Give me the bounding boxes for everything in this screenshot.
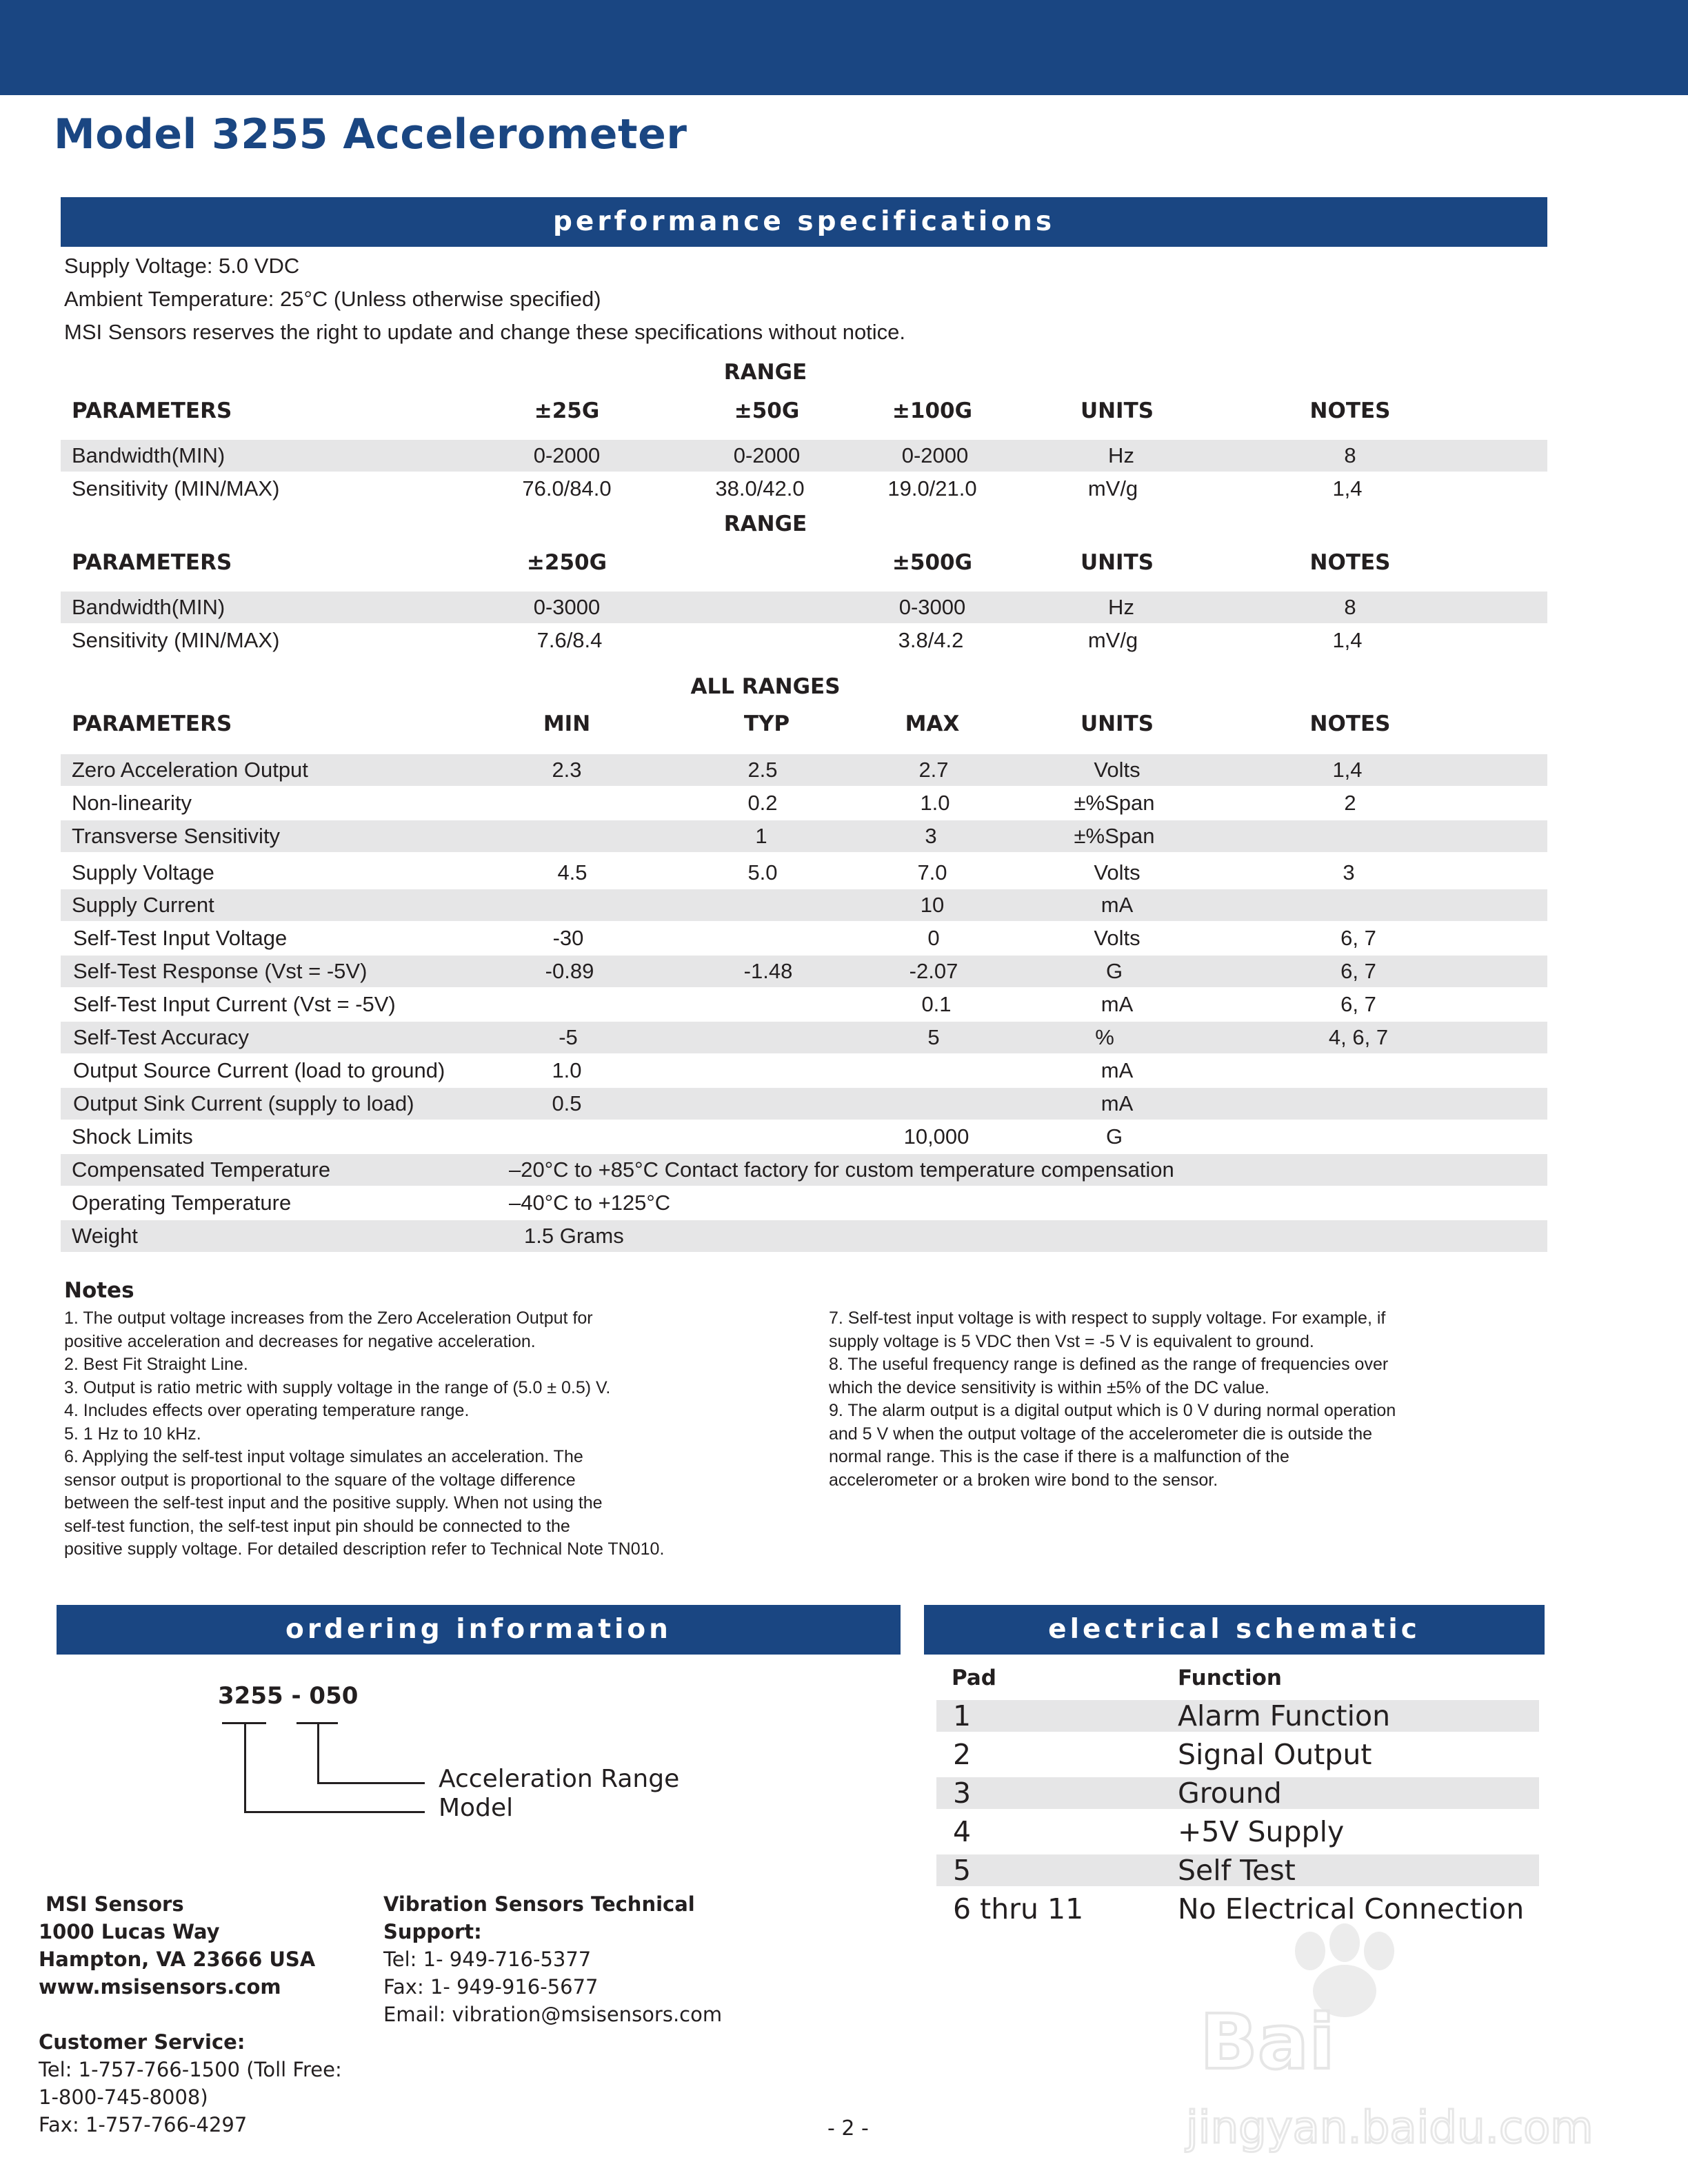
model-label: Model	[439, 1794, 514, 1822]
table2-header-parameters: PARAMETERS	[72, 550, 232, 575]
company-address	[39, 1890, 315, 2001]
note-line: 3. Output is ratio metric with supply voltage in the range of (5.0 ± 0.5) V.	[64, 1377, 611, 1397]
tech-support-fax: Fax: 1- 949-916-5677	[383, 1975, 599, 1999]
table2-row-bg	[61, 592, 1547, 623]
table3-r12-param: Shock Limits	[72, 1124, 193, 1149]
note-line: positive supply voltage. For detailed description refer to Technical Note TN010.	[64, 1539, 665, 1559]
model-leader-horizontal	[244, 1811, 425, 1813]
pad-column-header: Pad	[952, 1666, 996, 1690]
pad-function: Self Test	[1178, 1854, 1296, 1887]
table3-r9-max: 5	[927, 1025, 940, 1049]
pad-number: 2	[953, 1738, 972, 1771]
table3-r8-notes: 6, 7	[1340, 992, 1376, 1016]
table1-header-parameters: PARAMETERS	[72, 398, 232, 423]
street-address: 1000 Lucas Way	[39, 1920, 220, 1943]
table3-r2-typ: 0.2	[747, 791, 778, 815]
table3-compensated-temp-value: –20°C to +85°C Contact factory for custom temperature compensation	[509, 1157, 1174, 1182]
table3-r5-units: mA	[1101, 893, 1134, 917]
pad-number: 5	[953, 1854, 972, 1887]
table3-r6-notes: 6, 7	[1340, 926, 1376, 950]
table3-operating-temp-param: Operating Temperature	[72, 1191, 292, 1215]
table3-r12-max: 10,000	[903, 1124, 969, 1149]
table3-header-max: MAX	[905, 711, 960, 736]
table3-header-parameters: PARAMETERS	[72, 711, 232, 736]
pad-number: 4	[953, 1815, 972, 1848]
notes-heading: Notes	[64, 1278, 134, 1303]
note-line: between the self-test input and the positive supply. When not using the	[64, 1493, 603, 1513]
table3-r10-units: mA	[1101, 1058, 1134, 1082]
pad-function: +5V Supply	[1178, 1815, 1345, 1848]
table3-r3-max: 3	[925, 824, 937, 848]
pad-function: Signal Output	[1178, 1738, 1372, 1771]
pad-function: Ground	[1178, 1777, 1282, 1810]
note-line: supply voltage is 5 VDC then Vst = -5 V is equivalent to ground.	[829, 1331, 1314, 1351]
table3-row-bg	[61, 889, 1547, 921]
table3-r4-notes: 3	[1343, 860, 1355, 884]
page-title: Model 3255 Accelerometer	[54, 110, 687, 159]
table1-r1-c3: 0-2000	[901, 443, 969, 467]
pad-number: 6 thru 11	[953, 1892, 1084, 1925]
tech-support-heading: Vibration Sensors Technical	[383, 1892, 695, 1916]
note-line: 4. Includes effects over operating temperature range.	[64, 1401, 470, 1420]
table3-row-bg	[61, 1022, 1547, 1053]
table3-r4-max: 7.0	[917, 860, 947, 884]
intro-ambient-temperature: Ambient Temperature: 25°C (Unless otherwise specified)	[64, 287, 601, 311]
table3-header-typ: TYP	[743, 711, 790, 736]
customer-service-tollfree: 1-800-745-8008)	[39, 2085, 208, 2109]
table1-r1-c2: 0-2000	[733, 443, 801, 467]
table3-operating-temp-value: –40°C to +125°C	[509, 1191, 671, 1215]
table3-header-units: UNITS	[1080, 711, 1154, 736]
table3-r7-min: -0.89	[545, 959, 594, 983]
table3-r12-units: G	[1105, 1124, 1123, 1149]
table3-r11-param: Output Sink Current (supply to load)	[73, 1091, 414, 1115]
table3-r6-min: -30	[552, 926, 584, 950]
table1-header-col2: ±50G	[734, 398, 800, 423]
note-line: 6. Applying the self-test input voltage simulates an acceleration. The	[64, 1447, 583, 1466]
table3-r1-min: 2.3	[552, 758, 582, 782]
table1-row-bg	[61, 440, 1547, 472]
table3-r8-param: Self-Test Input Current (Vst = -5V)	[73, 992, 396, 1016]
table2-r1-param: Bandwidth(MIN)	[72, 595, 225, 619]
note-line: positive acceleration and decreases for negative acceleration.	[64, 1331, 536, 1351]
table3-header-notes: NOTES	[1309, 711, 1391, 736]
tech-support-email[interactable]: Email: vibration@msisensors.com	[383, 2003, 723, 2026]
pad-number: 1	[953, 1699, 972, 1732]
note-line: 8. The useful frequency range is defined as the range of frequencies over	[829, 1355, 1389, 1374]
table2-r2-units: mV/g	[1087, 628, 1138, 652]
pad-function: Alarm Function	[1178, 1699, 1391, 1732]
table2-r2-notes: 1,4	[1332, 628, 1363, 652]
city-address: Hampton, VA 23666 USA	[39, 1948, 316, 1971]
table3-r3-typ: 1	[755, 824, 767, 848]
tech-support-tel: Tel: 1- 949-716-5377	[383, 1948, 592, 1971]
table3-range-label: ALL RANGES	[690, 674, 841, 699]
table3-header-min: MIN	[543, 711, 591, 736]
table3-r7-units: G	[1105, 959, 1123, 983]
table3-r2-notes: 2	[1344, 791, 1356, 815]
acceleration-range-label: Acceleration Range	[439, 1765, 680, 1793]
table1-r2-units: mV/g	[1087, 476, 1138, 501]
table1-header-notes: NOTES	[1309, 398, 1391, 423]
note-line: self-test function, the self-test input pin should be connected to the	[64, 1516, 570, 1536]
table3-r1-param: Zero Acceleration Output	[72, 758, 308, 782]
table3-r7-notes: 6, 7	[1340, 959, 1376, 983]
ordering-information-header: ordering information	[57, 1605, 901, 1655]
table3-r3-param: Transverse Sensitivity	[72, 824, 281, 848]
pad-function: No Electrical Connection	[1178, 1892, 1525, 1925]
table2-r2-param: Sensitivity (MIN/MAX)	[72, 628, 280, 652]
table2-range-label: RANGE	[723, 512, 807, 536]
website-link[interactable]: www.msisensors.com	[39, 1975, 281, 1999]
note-line: 2. Best Fit Straight Line.	[64, 1355, 248, 1374]
table2-header-units: UNITS	[1080, 550, 1154, 575]
table2-r1-units: Hz	[1108, 595, 1134, 619]
table1-r1-c1: 0-2000	[533, 443, 601, 467]
table1-r1-param: Bandwidth(MIN)	[72, 443, 225, 467]
note-line: normal range. This is the case if there is a malfunction of the	[829, 1447, 1289, 1466]
table1-header-col1: ±25G	[534, 398, 600, 423]
pad-number: 3	[953, 1777, 972, 1810]
table1-r2-c3: 19.0/21.0	[887, 476, 977, 501]
table3-r4-min: 4.5	[557, 860, 587, 884]
table3-r10-param: Output Source Current (load to ground)	[73, 1058, 445, 1082]
note-line: 7. Self-test input voltage is with respect to supply voltage. For example, if	[829, 1308, 1386, 1328]
header-bar	[0, 0, 1688, 95]
tech-support	[383, 1890, 722, 2028]
table3-r9-param: Self-Test Accuracy	[73, 1025, 249, 1049]
table1-header-units: UNITS	[1080, 398, 1154, 423]
table3-r5-max: 10	[920, 893, 945, 917]
table3-row-bg	[61, 1220, 1547, 1252]
baidu-watermark	[1172, 1923, 1600, 2158]
table3-compensated-temp-param: Compensated Temperature	[72, 1157, 331, 1182]
notes-right-column	[829, 1307, 1396, 1492]
table3-r1-units: Volts	[1094, 758, 1141, 782]
electrical-schematic-header: electrical schematic	[924, 1605, 1545, 1655]
range-leader-horizontal	[317, 1782, 425, 1784]
table3-r1-notes: 1,4	[1332, 758, 1363, 782]
table3-r6-units: Volts	[1094, 926, 1141, 950]
svg-text:jingyan.baidu.com: jingyan.baidu.com	[1186, 2103, 1594, 2154]
table3-r4-param: Supply Voltage	[72, 860, 214, 884]
customer-service-fax: Fax: 1-757-766-4297	[39, 2113, 248, 2136]
table3-weight-value: 1.5 Grams	[524, 1224, 624, 1248]
table3-row-bg	[61, 820, 1547, 852]
notes-left-column	[64, 1307, 664, 1561]
table1-r2-notes: 1,4	[1332, 476, 1363, 501]
table2-r1-c1: 0-3000	[533, 595, 601, 619]
table3-r4-typ: 5.0	[747, 860, 778, 884]
table1-r2-c2: 38.0/42.0	[715, 476, 805, 501]
table3-r2-units: ±%Span	[1074, 791, 1155, 815]
company-name: MSI Sensors	[46, 1892, 184, 1916]
table3-weight-param: Weight	[72, 1224, 138, 1248]
note-line: 9. The alarm output is a digital output which is 0 V during normal operation	[829, 1401, 1396, 1420]
table1-r2-c1: 76.0/84.0	[522, 476, 612, 501]
note-line: 5. 1 Hz to 10 kHz.	[64, 1424, 201, 1444]
table3-r2-param: Non-linearity	[72, 791, 192, 815]
table3-r1-typ: 2.5	[747, 758, 778, 782]
performance-specifications-header: performance specifications	[61, 197, 1547, 247]
ordering-code: 3255 - 050	[218, 1682, 359, 1710]
table1-r1-units: Hz	[1108, 443, 1134, 467]
page-number: - 2 -	[827, 2116, 869, 2141]
note-line: which the device sensitivity is within ±5% of the DC value.	[829, 1377, 1270, 1397]
table3-r7-max: -2.07	[909, 959, 958, 983]
table1-range-label: RANGE	[723, 360, 807, 385]
table1-r1-notes: 8	[1344, 443, 1356, 467]
table3-r11-units: mA	[1101, 1091, 1134, 1115]
table2-r1-notes: 8	[1344, 595, 1356, 619]
table2-r2-c1: 7.6/8.4	[536, 628, 603, 652]
table2-header-col1: ±250G	[526, 550, 607, 575]
customer-service	[39, 2028, 342, 2138]
table3-r4-units: Volts	[1094, 860, 1141, 884]
table3-r9-units: %	[1095, 1025, 1114, 1049]
intro-supply-voltage: Supply Voltage: 5.0 VDC	[64, 254, 300, 278]
note-line: accelerometer or a broken wire bond to the sensor.	[829, 1470, 1218, 1490]
table2-r2-c3: 3.8/4.2	[898, 628, 964, 652]
table3-r9-min: -5	[559, 1025, 578, 1049]
table3-r1-max: 2.7	[918, 758, 949, 782]
table2-header-notes: NOTES	[1309, 550, 1391, 575]
table3-r6-param: Self-Test Input Voltage	[73, 926, 288, 950]
table3-r10-min: 1.0	[552, 1058, 582, 1082]
tech-support-heading-cont: Support:	[383, 1920, 482, 1943]
model-leader-vertical	[244, 1722, 246, 1813]
note-line: sensor output is proportional to the square of the voltage difference	[64, 1470, 576, 1490]
svg-text:Bai: Bai	[1200, 1998, 1335, 2086]
intro-disclaimer: MSI Sensors reserves the right to update and change these specifications without notice.	[64, 320, 906, 344]
table3-r11-min: 0.5	[552, 1091, 582, 1115]
table2-r1-c3: 0-3000	[898, 595, 966, 619]
table3-r5-param: Supply Current	[72, 893, 214, 917]
table1-header-col3: ±100G	[892, 398, 973, 423]
table3-r3-units: ±%Span	[1074, 824, 1155, 848]
table2-header-col3: ±500G	[892, 550, 973, 575]
table3-r7-param: Self-Test Response (Vst = -5V)	[73, 959, 368, 983]
customer-service-heading: Customer Service:	[39, 2030, 245, 2054]
function-column-header: Function	[1178, 1666, 1282, 1690]
table3-r9-notes: 4, 6, 7	[1328, 1025, 1389, 1049]
table3-r8-units: mA	[1101, 992, 1134, 1016]
note-line: and 5 V when the output voltage of the accelerometer die is outside the	[829, 1424, 1373, 1444]
table3-r7-typ: -1.48	[743, 959, 793, 983]
table1-r2-param: Sensitivity (MIN/MAX)	[72, 476, 280, 501]
customer-service-tel: Tel: 1-757-766-1500 (Toll Free:	[39, 2058, 342, 2081]
range-leader-vertical	[317, 1722, 319, 1784]
table3-r2-max: 1.0	[920, 791, 950, 815]
table3-r6-max: 0	[927, 926, 940, 950]
note-line: 1. The output voltage increases from the Zero Acceleration Output for	[64, 1308, 593, 1328]
table3-r8-max: 0.1	[921, 992, 952, 1016]
